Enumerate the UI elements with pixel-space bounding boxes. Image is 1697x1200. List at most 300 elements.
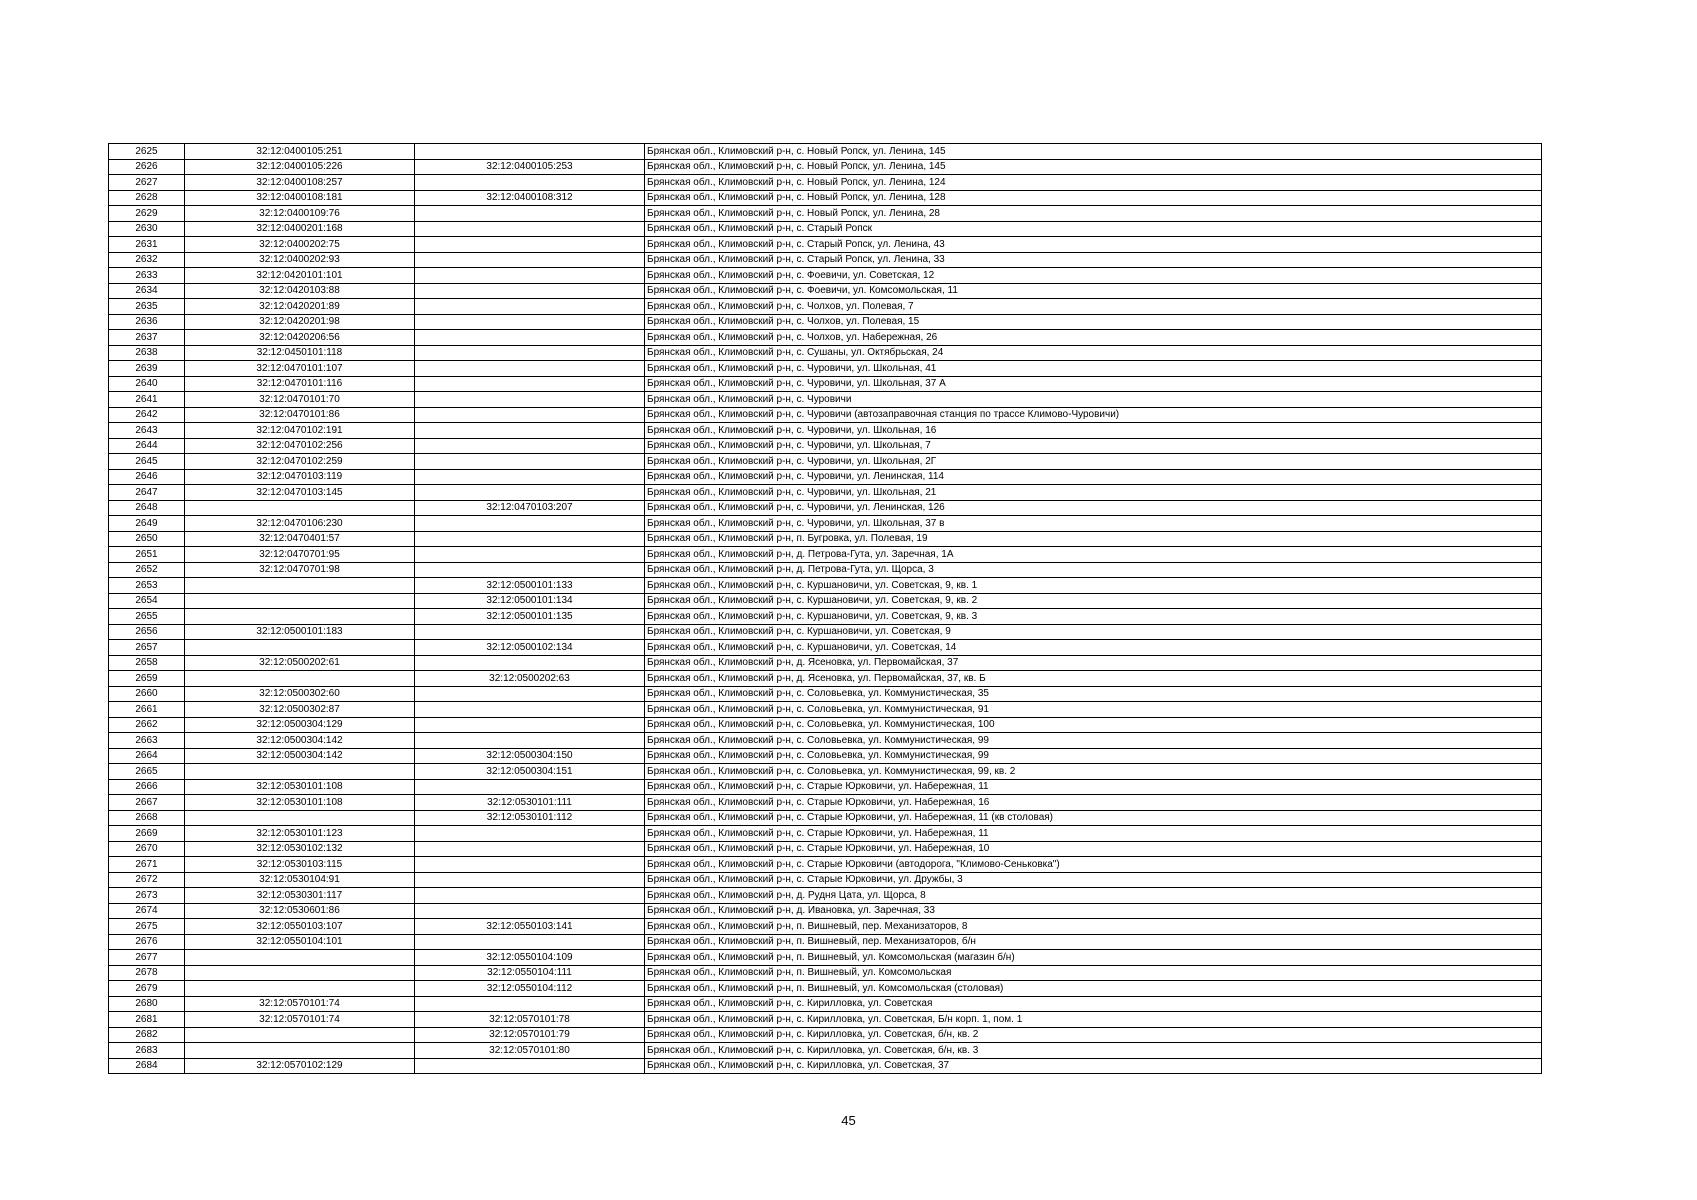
row-number-cell: 2652 [109,562,185,578]
related-cadastral-number-cell: 32:12:0550104:112 [415,981,645,997]
row-number-cell: 2628 [109,190,185,206]
related-cadastral-number-cell: 32:12:0500202:63 [415,671,645,687]
related-cadastral-number-cell: 32:12:0530101:111 [415,795,645,811]
related-cadastral-number-cell: 32:12:0550103:141 [415,919,645,935]
row-number-cell: 2641 [109,392,185,408]
cadastral-number-cell [185,640,415,656]
address-cell: Брянская обл., Климовский р-н, с. Кирилловка, ул. Советская, б/н, кв. 2 [645,1027,1542,1043]
row-number-cell: 2666 [109,779,185,795]
address-cell: Брянская обл., Климовский р-н, с. Куршановичи, ул. Советская, 9, кв. 3 [645,609,1542,625]
table-row [109,469,1542,485]
address-cell: Брянская обл., Климовский р-н, д. Ясеновка, ул. Первомайская, 37, кв. Б [645,671,1542,687]
address-cell: Брянская обл., Климовский р-н, с. Соловьевка, ул. Коммунистическая, 99, кв. 2 [645,764,1542,780]
table-row [109,330,1542,346]
cadastral-number-cell: 32:12:0530301:117 [185,888,415,904]
cadastral-number-cell [185,578,415,594]
table-row [109,686,1542,702]
cadastral-number-cell: 32:12:0500304:142 [185,733,415,749]
table-row [109,795,1542,811]
address-cell: Брянская обл., Климовский р-н, д. Рудня Цата, ул. Щорса, 8 [645,888,1542,904]
row-number-cell: 2680 [109,996,185,1012]
cadastral-number-cell [185,1043,415,1059]
address-cell: Брянская обл., Климовский р-н, д. Ивановка, ул. Заречная, 33 [645,903,1542,919]
address-cell: Брянская обл., Климовский р-н, с. Чолхов, ул. Набережная, 26 [645,330,1542,346]
related-cadastral-number-cell: 32:12:0500102:134 [415,640,645,656]
cadastral-number-cell: 32:12:0500101:183 [185,624,415,640]
row-number-cell: 2639 [109,361,185,377]
address-cell: Брянская обл., Климовский р-н, с. Чуровичи, ул. Школьная, 2Г [645,454,1542,470]
row-number-cell: 2636 [109,314,185,330]
row-number-cell: 2656 [109,624,185,640]
related-cadastral-number-cell [415,562,645,578]
table-row [109,857,1542,873]
related-cadastral-number-cell [415,624,645,640]
row-number-cell: 2654 [109,593,185,609]
table-row [109,175,1542,191]
row-number-cell: 2665 [109,764,185,780]
cadastral-number-cell: 32:12:0530103:115 [185,857,415,873]
table-row [109,764,1542,780]
address-cell: Брянская обл., Климовский р-н, с. Кирилловка, ул. Советская, Б/н корп. 1, пом. 1 [645,1012,1542,1028]
address-cell: Брянская обл., Климовский р-н, с. Старые Юрковичи, ул. Набережная, 11 [645,779,1542,795]
address-cell: Брянская обл., Климовский р-н, с. Куршановичи, ул. Советская, 14 [645,640,1542,656]
related-cadastral-number-cell [415,283,645,299]
table-row [109,144,1542,160]
row-number-cell: 2661 [109,702,185,718]
table-row [109,299,1542,315]
address-cell: Брянская обл., Климовский р-н, с. Чуровичи, ул. Школьная, 16 [645,423,1542,439]
table-row [109,640,1542,656]
address-cell: Брянская обл., Климовский р-н, с. Новый Ропск, ул. Ленина, 128 [645,190,1542,206]
cadastral-number-cell: 32:12:0570101:74 [185,996,415,1012]
row-number-cell: 2671 [109,857,185,873]
cadastral-number-cell: 32:12:0470102:191 [185,423,415,439]
related-cadastral-number-cell: 32:12:0500101:135 [415,609,645,625]
cadastral-number-cell: 32:12:0420101:101 [185,268,415,284]
table-row [109,547,1542,563]
related-cadastral-number-cell [415,702,645,718]
related-cadastral-number-cell [415,221,645,237]
table-row [109,733,1542,749]
related-cadastral-number-cell [415,826,645,842]
table-row [109,438,1542,454]
cadastral-number-cell [185,593,415,609]
cadastral-number-cell [185,950,415,966]
cadastral-number-cell: 32:12:0470101:107 [185,361,415,377]
address-cell: Брянская обл., Климовский р-н, с. Соловьевка, ул. Коммунистическая, 99 [645,733,1542,749]
related-cadastral-number-cell [415,330,645,346]
cadastral-number-cell: 32:12:0400201:168 [185,221,415,237]
table-row [109,996,1542,1012]
address-cell: Брянская обл., Климовский р-н, с. Соловьевка, ул. Коммунистическая, 91 [645,702,1542,718]
cadastral-number-cell: 32:12:0400109:76 [185,206,415,222]
table-row [109,841,1542,857]
address-cell: Брянская обл., Климовский р-н, с. Новый Ропск, ул. Ленина, 145 [645,144,1542,160]
row-number-cell: 2677 [109,950,185,966]
related-cadastral-number-cell: 32:12:0550104:109 [415,950,645,966]
address-cell: Брянская обл., Климовский р-н, п. Вишневый, пер. Механизаторов, 8 [645,919,1542,935]
row-number-cell: 2663 [109,733,185,749]
address-cell: Брянская обл., Климовский р-н, п. Вишневый, ул. Комсомольская [645,965,1542,981]
table-row [109,221,1542,237]
row-number-cell: 2657 [109,640,185,656]
related-cadastral-number-cell [415,934,645,950]
related-cadastral-number-cell: 32:12:0500304:151 [415,764,645,780]
cadastral-number-cell: 32:12:0470103:145 [185,485,415,501]
table-row [109,159,1542,175]
related-cadastral-number-cell: 32:12:0530101:112 [415,810,645,826]
row-number-cell: 2674 [109,903,185,919]
related-cadastral-number-cell: 32:12:0500101:134 [415,593,645,609]
cadastral-number-cell: 32:12:0530101:123 [185,826,415,842]
address-cell: Брянская обл., Климовский р-н, с. Кирилловка, ул. Советская [645,996,1542,1012]
row-number-cell: 2679 [109,981,185,997]
related-cadastral-number-cell [415,872,645,888]
address-cell: Брянская обл., Климовский р-н, с. Старые Юрковичи, ул. Набережная, 16 [645,795,1542,811]
address-cell: Брянская обл., Климовский р-н, с. Чолхов, ул. Полевая, 7 [645,299,1542,315]
address-cell: Брянская обл., Климовский р-н, д. Петрова-Гута, ул. Щорса, 3 [645,562,1542,578]
address-cell: Брянская обл., Климовский р-н, с. Чуровичи, ул. Ленинская, 114 [645,469,1542,485]
address-cell: Брянская обл., Климовский р-н, с. Чолхов, ул. Полевая, 15 [645,314,1542,330]
related-cadastral-number-cell [415,376,645,392]
related-cadastral-number-cell: 32:12:0470103:207 [415,500,645,516]
row-number-cell: 2649 [109,516,185,532]
table-row [109,702,1542,718]
row-number-cell: 2637 [109,330,185,346]
row-number-cell: 2668 [109,810,185,826]
table-row [109,268,1542,284]
table-row [109,919,1542,935]
address-cell: Брянская обл., Климовский р-н, с. Кирилловка, ул. Советская, 37 [645,1058,1542,1074]
related-cadastral-number-cell [415,1058,645,1074]
related-cadastral-number-cell [415,392,645,408]
cadastral-number-cell [185,764,415,780]
related-cadastral-number-cell [415,547,645,563]
address-cell: Брянская обл., Климовский р-н, с. Фоевичи, ул. Советская, 12 [645,268,1542,284]
cadastral-number-cell: 32:12:0500302:60 [185,686,415,702]
row-number-cell: 2670 [109,841,185,857]
table-row [109,1043,1542,1059]
row-number-cell: 2678 [109,965,185,981]
row-number-cell: 2638 [109,345,185,361]
cadastral-number-cell: 32:12:0400105:226 [185,159,415,175]
table-row [109,826,1542,842]
table-row [109,361,1542,377]
table-row [109,206,1542,222]
table-row [109,810,1542,826]
table-row [109,252,1542,268]
table-row [109,903,1542,919]
cadastral-number-cell: 32:12:0470401:57 [185,531,415,547]
address-cell: Брянская обл., Климовский р-н, с. Чуровичи, ул. Ленинская, 126 [645,500,1542,516]
address-cell: Брянская обл., Климовский р-н, с. Чуровичи [645,392,1542,408]
related-cadastral-number-cell [415,175,645,191]
address-cell: Брянская обл., Климовский р-н, с. Старый Ропск, ул. Ленина, 43 [645,237,1542,253]
related-cadastral-number-cell [415,655,645,671]
table-row [109,562,1542,578]
row-number-cell: 2643 [109,423,185,439]
table-row [109,516,1542,532]
row-number-cell: 2667 [109,795,185,811]
table-row [109,624,1542,640]
related-cadastral-number-cell: 32:12:0400108:312 [415,190,645,206]
related-cadastral-number-cell: 32:12:0500101:133 [415,578,645,594]
table-row [109,1027,1542,1043]
related-cadastral-number-cell: 32:12:0500304:150 [415,748,645,764]
row-number-cell: 2648 [109,500,185,516]
cadastral-number-cell: 32:12:0470701:95 [185,547,415,563]
related-cadastral-number-cell [415,206,645,222]
cadastral-number-cell: 32:12:0530102:132 [185,841,415,857]
row-number-cell: 2669 [109,826,185,842]
address-cell: Брянская обл., Климовский р-н, с. Кирилловка, ул. Советская, б/н, кв. 3 [645,1043,1542,1059]
row-number-cell: 2627 [109,175,185,191]
related-cadastral-number-cell: 32:12:0400105:253 [415,159,645,175]
cadastral-number-cell: 32:12:0400202:93 [185,252,415,268]
cadastral-number-cell: 32:12:0420206:56 [185,330,415,346]
row-number-cell: 2634 [109,283,185,299]
address-cell: Брянская обл., Климовский р-н, с. Куршановичи, ул. Советская, 9, кв. 2 [645,593,1542,609]
row-number-cell: 2629 [109,206,185,222]
related-cadastral-number-cell [415,841,645,857]
cadastral-number-cell: 32:12:0470106:230 [185,516,415,532]
cadastral-number-cell: 32:12:0450101:118 [185,345,415,361]
table-row [109,578,1542,594]
cadastral-number-cell: 32:12:0500304:129 [185,717,415,733]
row-number-cell: 2650 [109,531,185,547]
table-row [109,965,1542,981]
address-cell: Брянская обл., Климовский р-н, п. Вишневый, ул. Комсомольская (магазин б/н) [645,950,1542,966]
table-row [109,376,1542,392]
address-cell: Брянская обл., Климовский р-н, д. Ясеновка, ул. Первомайская, 37 [645,655,1542,671]
table-row [109,934,1542,950]
cadastral-number-cell: 32:12:0500304:142 [185,748,415,764]
table-row [109,485,1542,501]
related-cadastral-number-cell [415,469,645,485]
address-cell: Брянская обл., Климовский р-н, с. Фоевичи, ул. Комсомольская, 11 [645,283,1542,299]
cadastral-number-cell: 32:12:0530104:91 [185,872,415,888]
cadastral-number-cell: 32:12:0420201:89 [185,299,415,315]
row-number-cell: 2647 [109,485,185,501]
related-cadastral-number-cell: 32:12:0570101:78 [415,1012,645,1028]
row-number-cell: 2673 [109,888,185,904]
related-cadastral-number-cell: 32:12:0570101:80 [415,1043,645,1059]
address-cell: Брянская обл., Климовский р-н, с. Новый Ропск, ул. Ленина, 145 [645,159,1542,175]
related-cadastral-number-cell [415,407,645,423]
table-row [109,872,1542,888]
related-cadastral-number-cell [415,888,645,904]
address-cell: Брянская обл., Климовский р-н, с. Соловьевка, ул. Коммунистическая, 99 [645,748,1542,764]
row-number-cell: 2676 [109,934,185,950]
cadastral-number-cell [185,1027,415,1043]
row-number-cell: 2659 [109,671,185,687]
cadastral-number-cell [185,810,415,826]
related-cadastral-number-cell [415,779,645,795]
related-cadastral-number-cell [415,252,645,268]
address-cell: Брянская обл., Климовский р-н, с. Старые Юрковичи (автодорога, "Климово-Сеньковка") [645,857,1542,873]
cadastral-number-cell [185,965,415,981]
cadastral-number-cell: 32:12:0530101:108 [185,795,415,811]
cadastral-number-cell: 32:12:0470101:86 [185,407,415,423]
page-number: 45 [841,1113,856,1128]
table-row [109,1058,1542,1074]
row-number-cell: 2646 [109,469,185,485]
cadastral-number-cell: 32:12:0470102:256 [185,438,415,454]
related-cadastral-number-cell [415,423,645,439]
related-cadastral-number-cell [415,857,645,873]
cadastral-number-cell: 32:12:0530101:108 [185,779,415,795]
related-cadastral-number-cell [415,361,645,377]
row-number-cell: 2664 [109,748,185,764]
address-cell: Брянская обл., Климовский р-н, с. Старый Ропск [645,221,1542,237]
row-number-cell: 2645 [109,454,185,470]
address-cell: Брянская обл., Климовский р-н, с. Сушаны, ул. Октябрьская, 24 [645,345,1542,361]
row-number-cell: 2632 [109,252,185,268]
address-cell: Брянская обл., Климовский р-н, с. Чуровичи (автозаправочная станция по трассе Климово-Чуровичи) [645,407,1542,423]
table-row [109,888,1542,904]
address-cell: Брянская обл., Климовский р-н, д. Петрова-Гута, ул. Заречная, 1А [645,547,1542,563]
cadastral-number-cell: 32:12:0470101:116 [185,376,415,392]
registry-table [108,143,1542,1074]
cadastral-number-cell: 32:12:0400202:75 [185,237,415,253]
table-row [109,981,1542,997]
cadastral-number-cell [185,671,415,687]
cadastral-number-cell: 32:12:0470101:70 [185,392,415,408]
related-cadastral-number-cell: 32:12:0550104:111 [415,965,645,981]
address-cell: Брянская обл., Климовский р-н, с. Старые Юрковичи, ул. Дружбы, 3 [645,872,1542,888]
related-cadastral-number-cell: 32:12:0570101:79 [415,1027,645,1043]
row-number-cell: 2642 [109,407,185,423]
cadastral-number-cell [185,609,415,625]
related-cadastral-number-cell [415,144,645,160]
row-number-cell: 2644 [109,438,185,454]
table-row [109,609,1542,625]
cadastral-number-cell [185,981,415,997]
table-row [109,407,1542,423]
table-row [109,593,1542,609]
registry-sheet [108,143,1541,1074]
table-row [109,717,1542,733]
related-cadastral-number-cell [415,268,645,284]
address-cell: Брянская обл., Климовский р-н, с. Чуровичи, ул. Школьная, 41 [645,361,1542,377]
table-row [109,454,1542,470]
row-number-cell: 2633 [109,268,185,284]
address-cell: Брянская обл., Климовский р-н, с. Новый Ропск, ул. Ленина, 124 [645,175,1542,191]
address-cell: Брянская обл., Климовский р-н, с. Куршановичи, ул. Советская, 9 [645,624,1542,640]
table-row [109,531,1542,547]
cadastral-number-cell: 32:12:0470102:259 [185,454,415,470]
cadastral-number-cell: 32:12:0400105:251 [185,144,415,160]
address-cell: Брянская обл., Климовский р-н, с. Чуровичи, ул. Школьная, 37 А [645,376,1542,392]
cadastral-number-cell: 32:12:0570102:129 [185,1058,415,1074]
table-row [109,345,1542,361]
cadastral-number-cell: 32:12:0470103:119 [185,469,415,485]
related-cadastral-number-cell [415,903,645,919]
table-row [109,671,1542,687]
address-cell: Брянская обл., Климовский р-н, с. Соловьевка, ул. Коммунистическая, 100 [645,717,1542,733]
table-row [109,655,1542,671]
address-cell: Брянская обл., Климовский р-н, с. Чуровичи, ул. Школьная, 21 [645,485,1542,501]
related-cadastral-number-cell [415,485,645,501]
table-row [109,283,1542,299]
table-row [109,423,1542,439]
cadastral-number-cell: 32:12:0420201:98 [185,314,415,330]
table-row [109,779,1542,795]
cadastral-number-cell: 32:12:0550103:107 [185,919,415,935]
row-number-cell: 2675 [109,919,185,935]
cadastral-number-cell: 32:12:0500302:87 [185,702,415,718]
related-cadastral-number-cell [415,996,645,1012]
address-cell: Брянская обл., Климовский р-н, с. Чуровичи, ул. Школьная, 7 [645,438,1542,454]
related-cadastral-number-cell [415,237,645,253]
table-row [109,1012,1542,1028]
row-number-cell: 2672 [109,872,185,888]
related-cadastral-number-cell [415,454,645,470]
address-cell: Брянская обл., Климовский р-н, с. Старый Ропск, ул. Ленина, 33 [645,252,1542,268]
row-number-cell: 2640 [109,376,185,392]
registry-table-body [109,144,1542,1074]
table-row [109,237,1542,253]
related-cadastral-number-cell [415,299,645,315]
row-number-cell: 2683 [109,1043,185,1059]
address-cell: Брянская обл., Климовский р-н, с. Старые Юрковичи, ул. Набережная, 11 (кв столовая) [645,810,1542,826]
cadastral-number-cell: 32:12:0400108:257 [185,175,415,191]
cadastral-number-cell: 32:12:0530601:86 [185,903,415,919]
cadastral-number-cell: 32:12:0420103:88 [185,283,415,299]
related-cadastral-number-cell [415,531,645,547]
row-number-cell: 2625 [109,144,185,160]
address-cell: Брянская обл., Климовский р-н, п. Вишневый, ул. Комсомольская (столовая) [645,981,1542,997]
address-cell: Брянская обл., Климовский р-н, с. Чуровичи, ул. Школьная, 37 в [645,516,1542,532]
row-number-cell: 2635 [109,299,185,315]
related-cadastral-number-cell [415,717,645,733]
related-cadastral-number-cell [415,516,645,532]
address-cell: Брянская обл., Климовский р-н, с. Старые Юрковичи, ул. Набережная, 10 [645,841,1542,857]
row-number-cell: 2660 [109,686,185,702]
address-cell: Брянская обл., Климовский р-н, с. Новый Ропск, ул. Ленина, 28 [645,206,1542,222]
table-row [109,950,1542,966]
related-cadastral-number-cell [415,733,645,749]
related-cadastral-number-cell [415,686,645,702]
row-number-cell: 2682 [109,1027,185,1043]
row-number-cell: 2658 [109,655,185,671]
row-number-cell: 2684 [109,1058,185,1074]
row-number-cell: 2653 [109,578,185,594]
cadastral-number-cell: 32:12:0550104:101 [185,934,415,950]
table-row [109,748,1542,764]
table-row [109,314,1542,330]
table-row [109,500,1542,516]
cadastral-number-cell [185,500,415,516]
table-row [109,392,1542,408]
related-cadastral-number-cell [415,314,645,330]
cadastral-number-cell: 32:12:0570101:74 [185,1012,415,1028]
row-number-cell: 2655 [109,609,185,625]
row-number-cell: 2651 [109,547,185,563]
address-cell: Брянская обл., Климовский р-н, с. Соловьевка, ул. Коммунистическая, 35 [645,686,1542,702]
table-row [109,190,1542,206]
cadastral-number-cell: 32:12:0470701:98 [185,562,415,578]
row-number-cell: 2626 [109,159,185,175]
address-cell: Брянская обл., Климовский р-н, с. Старые Юрковичи, ул. Набережная, 11 [645,826,1542,842]
related-cadastral-number-cell [415,345,645,361]
row-number-cell: 2631 [109,237,185,253]
cadastral-number-cell: 32:12:0400108:181 [185,190,415,206]
address-cell: Брянская обл., Климовский р-н, п. Вишневый, пер. Механизаторов, б/н [645,934,1542,950]
related-cadastral-number-cell [415,438,645,454]
cadastral-number-cell: 32:12:0500202:61 [185,655,415,671]
address-cell: Брянская обл., Климовский р-н, п. Бугровка, ул. Полевая, 19 [645,531,1542,547]
